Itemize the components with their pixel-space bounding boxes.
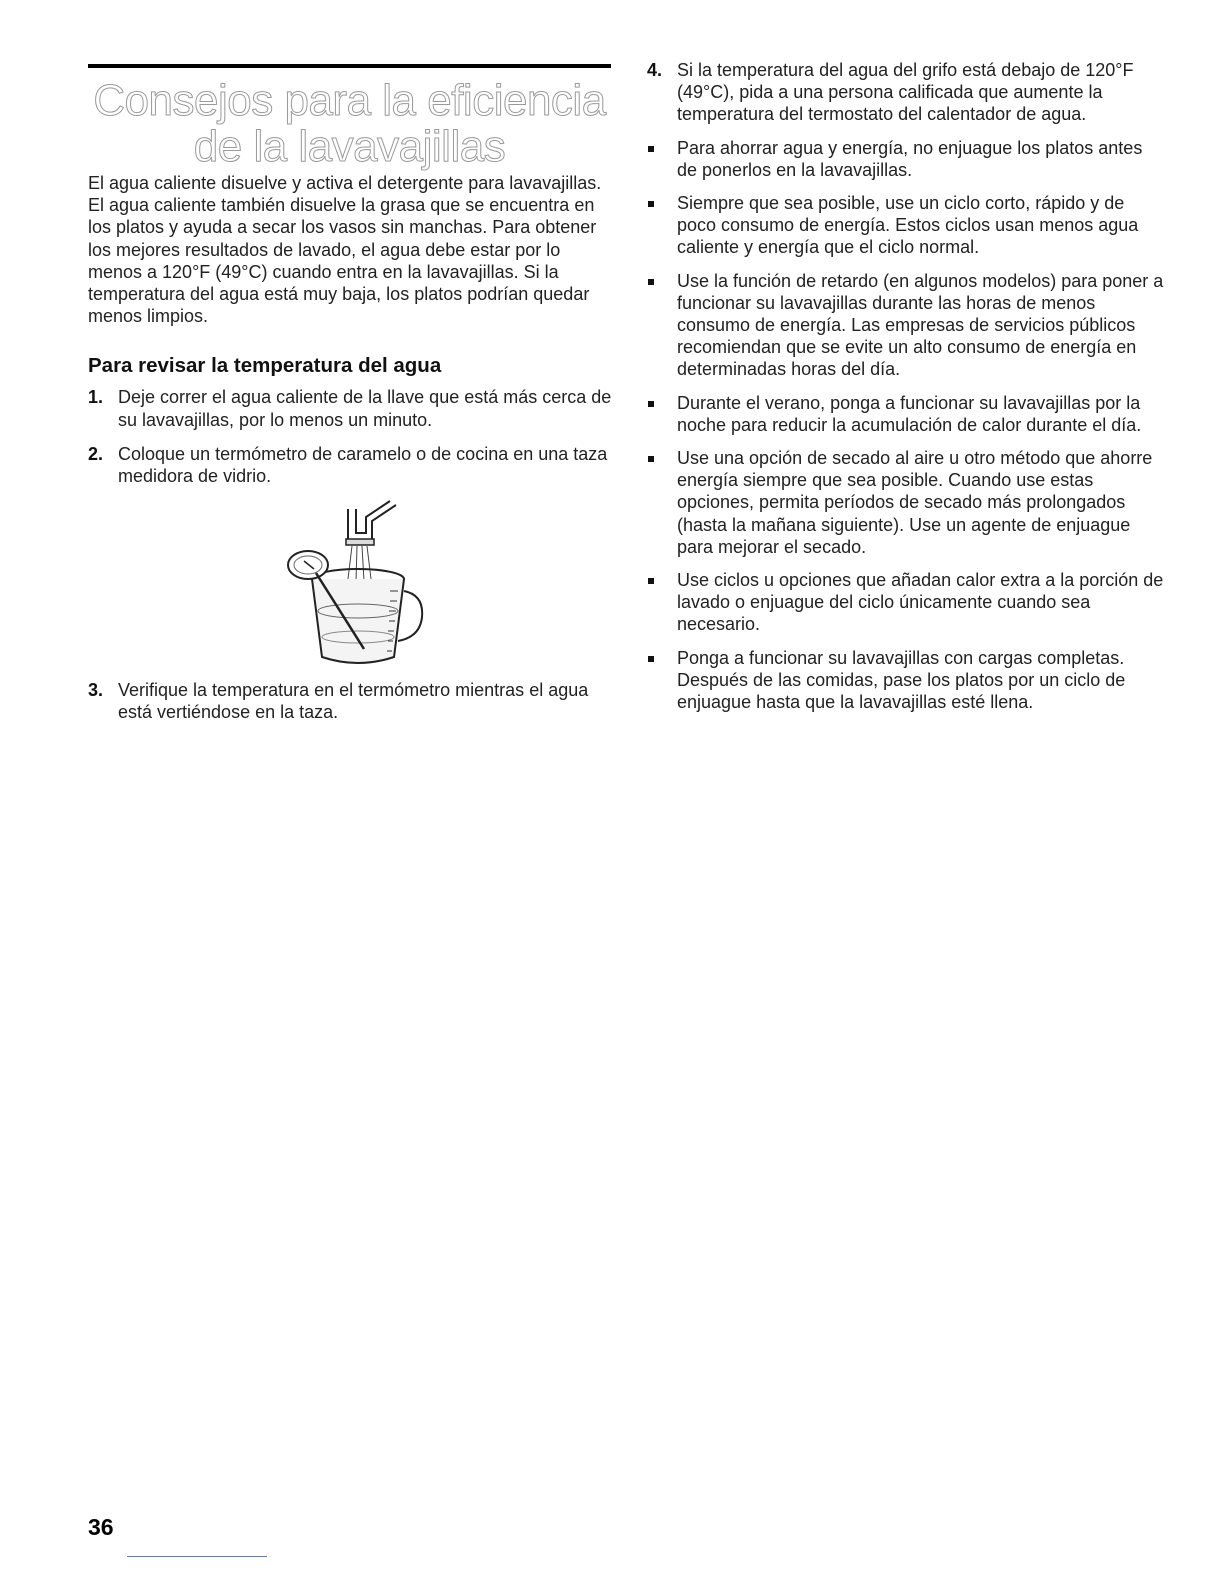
tip-item <box>647 569 1167 636</box>
bullet-square-icon <box>648 456 654 462</box>
left-column <box>88 172 613 736</box>
bullet-square-icon <box>648 146 654 152</box>
step-item <box>88 443 613 487</box>
step-item <box>88 386 613 430</box>
step-item <box>647 59 1167 126</box>
page-title <box>88 78 611 170</box>
tip-item <box>647 192 1167 259</box>
step-item <box>88 679 613 723</box>
tip-item <box>647 392 1167 436</box>
intro-paragraph: El agua caliente disuelve y activa el detergente para lavavajillas. El agua caliente también disuelve la grasa que se encuentra en los platos y ayuda a secar los vasos sin manchas. Para obtener los mejores resultados de lavado, el agua debe estar por lo menos a 120°F (49°C) cuando entra en la lavavajillas. Si la temperatura del agua está muy baja, los platos podrían quedar menos limpios. <box>88 173 602 327</box>
thermometer-in-cup-illustration <box>286 499 436 669</box>
bullet-square-icon <box>648 279 654 285</box>
tip-item <box>647 137 1167 181</box>
faucet-cup-thermometer-icon <box>286 499 436 669</box>
page-number: 36 <box>88 1514 114 1540</box>
bullet-square-icon <box>648 656 654 662</box>
tip-item <box>647 647 1167 714</box>
step-number: 3. <box>88 680 104 701</box>
tip-text: Use la función de retardo (en algunos modelos) para poner a funcionar su lavavajillas durante las horas de menos consumo de energía. Las empresas de servicios públicos recomiendan que se evite un alto consumo de energía en determinadas horas del día. <box>677 270 1164 380</box>
tip-item <box>647 447 1167 558</box>
title-rule <box>88 64 611 68</box>
step-text: Coloque un termómetro de caramelo o de cocina en una taza medidora de vidrio. <box>118 443 608 487</box>
tip-text: Use ciclos u opciones que añadan calor extra a la porción de lavado o enjuague del ciclo únicamente cuando sea necesario. <box>677 570 1164 635</box>
tip-item <box>647 270 1167 381</box>
title-line-1: Consejos para la eficiencia <box>93 76 606 125</box>
step-text: Deje correr el agua caliente de la llave que está más cerca de su lavavajillas, por lo menos un minuto. <box>118 387 612 430</box>
title-line-2: de la lavavajillas <box>193 122 506 171</box>
tip-text: Para ahorrar agua y energía, no enjuague los platos antes de ponerlos en la lavavajillas. <box>677 137 1143 180</box>
step-text: Verifique la temperatura en el termómetro mientras el agua está vertiéndose en la taza. <box>118 680 589 723</box>
section-heading: Para revisar la temperatura del agua <box>88 354 442 378</box>
tip-text: Ponga a funcionar su lavavajillas con cargas completas. Después de las comidas, pase los platos por un ciclo de enjuague hasta que la lavavajillas esté llena. <box>677 647 1126 713</box>
tip-text: Siempre que sea posible, use un ciclo corto, rápido y de poco consumo de energía. Estos ciclos usan menos agua caliente y energía que el ciclo normal. <box>677 193 1139 258</box>
step-number: 2. <box>88 443 104 464</box>
right-column <box>647 59 1167 724</box>
step-number: 4. <box>647 60 663 80</box>
bullet-square-icon <box>648 401 654 407</box>
step-number: 1. <box>88 387 104 408</box>
tip-text: Durante el verano, ponga a funcionar su lavavajillas por la noche para reducir la acumulación de calor durante el día. <box>677 392 1142 435</box>
bullet-square-icon <box>648 578 654 584</box>
tip-text: Use una opción de secado al aire u otro método que ahorre energía siempre que sea posible. Cuando use estas opciones, permita períodos de secado más prolongados (hasta la mañana siguiente). Use un agente de enjuague para mejorar el secado. <box>677 448 1153 557</box>
footer-rule <box>127 1556 267 1557</box>
step-text: Si la temperatura del agua del grifo está debajo de 120°F (49°C), pida a una persona calificada que aumente la temperatura del termostato del calentador de agua. <box>677 60 1134 125</box>
bullet-square-icon <box>648 201 654 207</box>
